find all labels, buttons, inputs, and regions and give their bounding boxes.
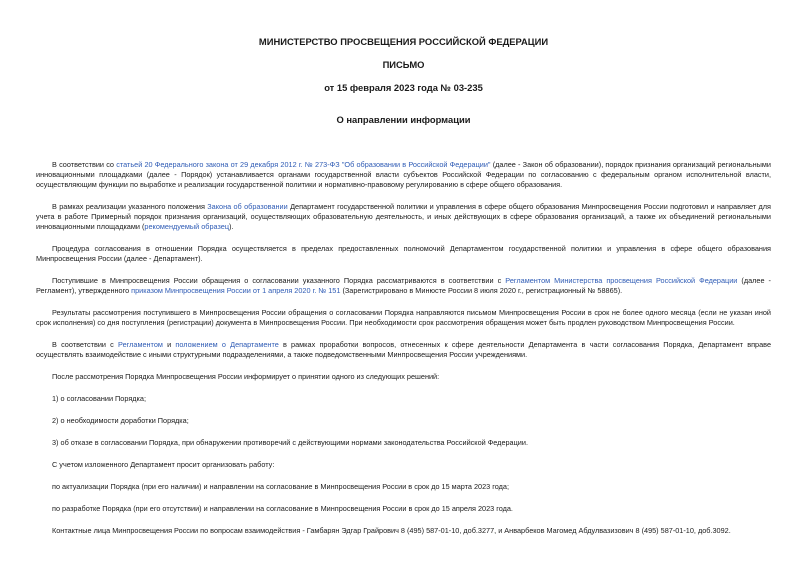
- paragraph-5: Результаты рассмотрения поступившего в Минпросвещения России обращения о согласовании Порядка направляются письмом Минпросвещения России в срок не более одного месяца (если не указан иной срок исполнения) со дня поступления (регистрации) документа в Минпросвещения России. При необходимости срок рассмотрения обращения может быть продлен руководством Минпросвещения России.: [36, 308, 771, 327]
- text-span: (далее - Закон об образовании), порядок признания организаций региональными инновационными площадками (далее - Порядок) устанавливается органами государственной власти субъектов Российской Федерации по согласованию с федеральным органом исполнительной власти, осуществляющим функции по выработке и реализации государственной политики и нормативно-правовому регулированию в сфере общего образования.: [36, 160, 771, 189]
- text-span: В соответствии со: [52, 160, 117, 169]
- link-recommended-sample[interactable]: рекомендуемый образец: [144, 222, 229, 231]
- link-department-statute[interactable]: положением о Департаменте: [175, 340, 279, 349]
- text-span: Департамент государственной политики и управления в сфере общего образования Минпросвещения России подготовил и направляет для учета в работе Примерный порядок признания организаций, осуществляющих образовательную деятельность, и иных действующих в сфере образования организаций, а также их объединений региональными инновационными площадками (: [36, 202, 771, 231]
- paragraph-13: по разработке Порядка (при его отсутствии) и направлении на согласование в Минпросвещения России в срок до 15 апреля 2023 года.: [52, 504, 513, 513]
- link-education-law[interactable]: Закона об образовании: [207, 202, 288, 211]
- paragraph-6: [36, 340, 771, 360]
- subject-title: О направлении информации: [336, 114, 471, 125]
- link-law-article-20[interactable]: статьей 20 Федерального закона от 29 декабря 2012 г. № 273-ФЗ "Об образовании в Российской Федерации": [116, 160, 491, 169]
- date-number: от 15 февраля 2023 года № 03-235: [324, 82, 483, 93]
- link-ministry-regulations[interactable]: Регламентом Министерства просвещения Российской Федерации: [505, 276, 738, 285]
- paragraph-9: 2) о необходимости доработки Порядка;: [52, 416, 189, 425]
- text-span: в рамках проработки вопросов, отнесенных к сфере деятельности Департамента в части согласования Порядка, Департамент вправе осуществлять взаимодействие с иными структурными подразделениями, а также подведомственными Минпросвещения России учреждениями.: [36, 340, 772, 359]
- paragraph-12: по актуализации Порядка (при его наличии) и направлении на согласование в Минпросвещения России в срок до 15 марта 2023 года;: [52, 482, 510, 491]
- link-regulations[interactable]: Регламентом: [118, 340, 163, 349]
- ministry-title: МИНИСТЕРСТВО ПРОСВЕЩЕНИЯ РОССИЙСКОЙ ФЕДЕРАЦИИ: [258, 36, 549, 47]
- text-span: В рамках реализации указанного положения: [52, 202, 208, 211]
- paragraph-11: С учетом изложенного Департамент просит организовать работу:: [52, 460, 275, 469]
- text-span: Поступившие в Минпросвещения России обращения о согласовании указанного Порядка рассматриваются в соответствии с: [52, 276, 506, 285]
- paragraph-7: После рассмотрения Порядка Минпросвещения России информирует о принятии одного из следующих решений:: [52, 372, 440, 381]
- text-span: ).: [229, 222, 234, 231]
- paragraph-14: Контактные лица Минпросвещения России по вопросам взаимодействия - Гамбарян Эдгар Грайрович 8 (495) 587-01-10, доб.3277, и Анварбеков Магомед Абдулвазизович 8 (495) 587-01-10, доб.3092.: [52, 526, 731, 535]
- paragraph-8: 1) о согласовании Порядка;: [52, 394, 146, 403]
- text-span: и: [162, 340, 176, 349]
- paragraph-3: Процедура согласования в отношении Порядка осуществляется в пределах предоставленных полномочий Департаментом государственной политики и управления в сфере общего образования Минпросвещения России (далее - Департамент).: [36, 244, 771, 263]
- paragraph-1: [36, 160, 771, 190]
- doc-type-title: ПИСЬМО: [382, 59, 425, 70]
- text-span: В соответствии с: [52, 340, 119, 349]
- link-order-151[interactable]: приказом Минпросвещения России от 1 апреля 2020 г. № 151: [131, 286, 341, 295]
- paragraph-4: [36, 276, 771, 296]
- text-span: (далее - Регламент), утвержденного: [36, 276, 771, 295]
- paragraph-10: 3) об отказе в согласовании Порядка, при обнаружении противоречий с действующими нормами законодательства Российской Федерации.: [52, 438, 528, 447]
- text-span: (Зарегистрировано в Минюсте России 8 июля 2020 г., регистрационный № 58865).: [340, 286, 623, 295]
- document-body: [36, 160, 771, 536]
- paragraph-2: [36, 202, 771, 232]
